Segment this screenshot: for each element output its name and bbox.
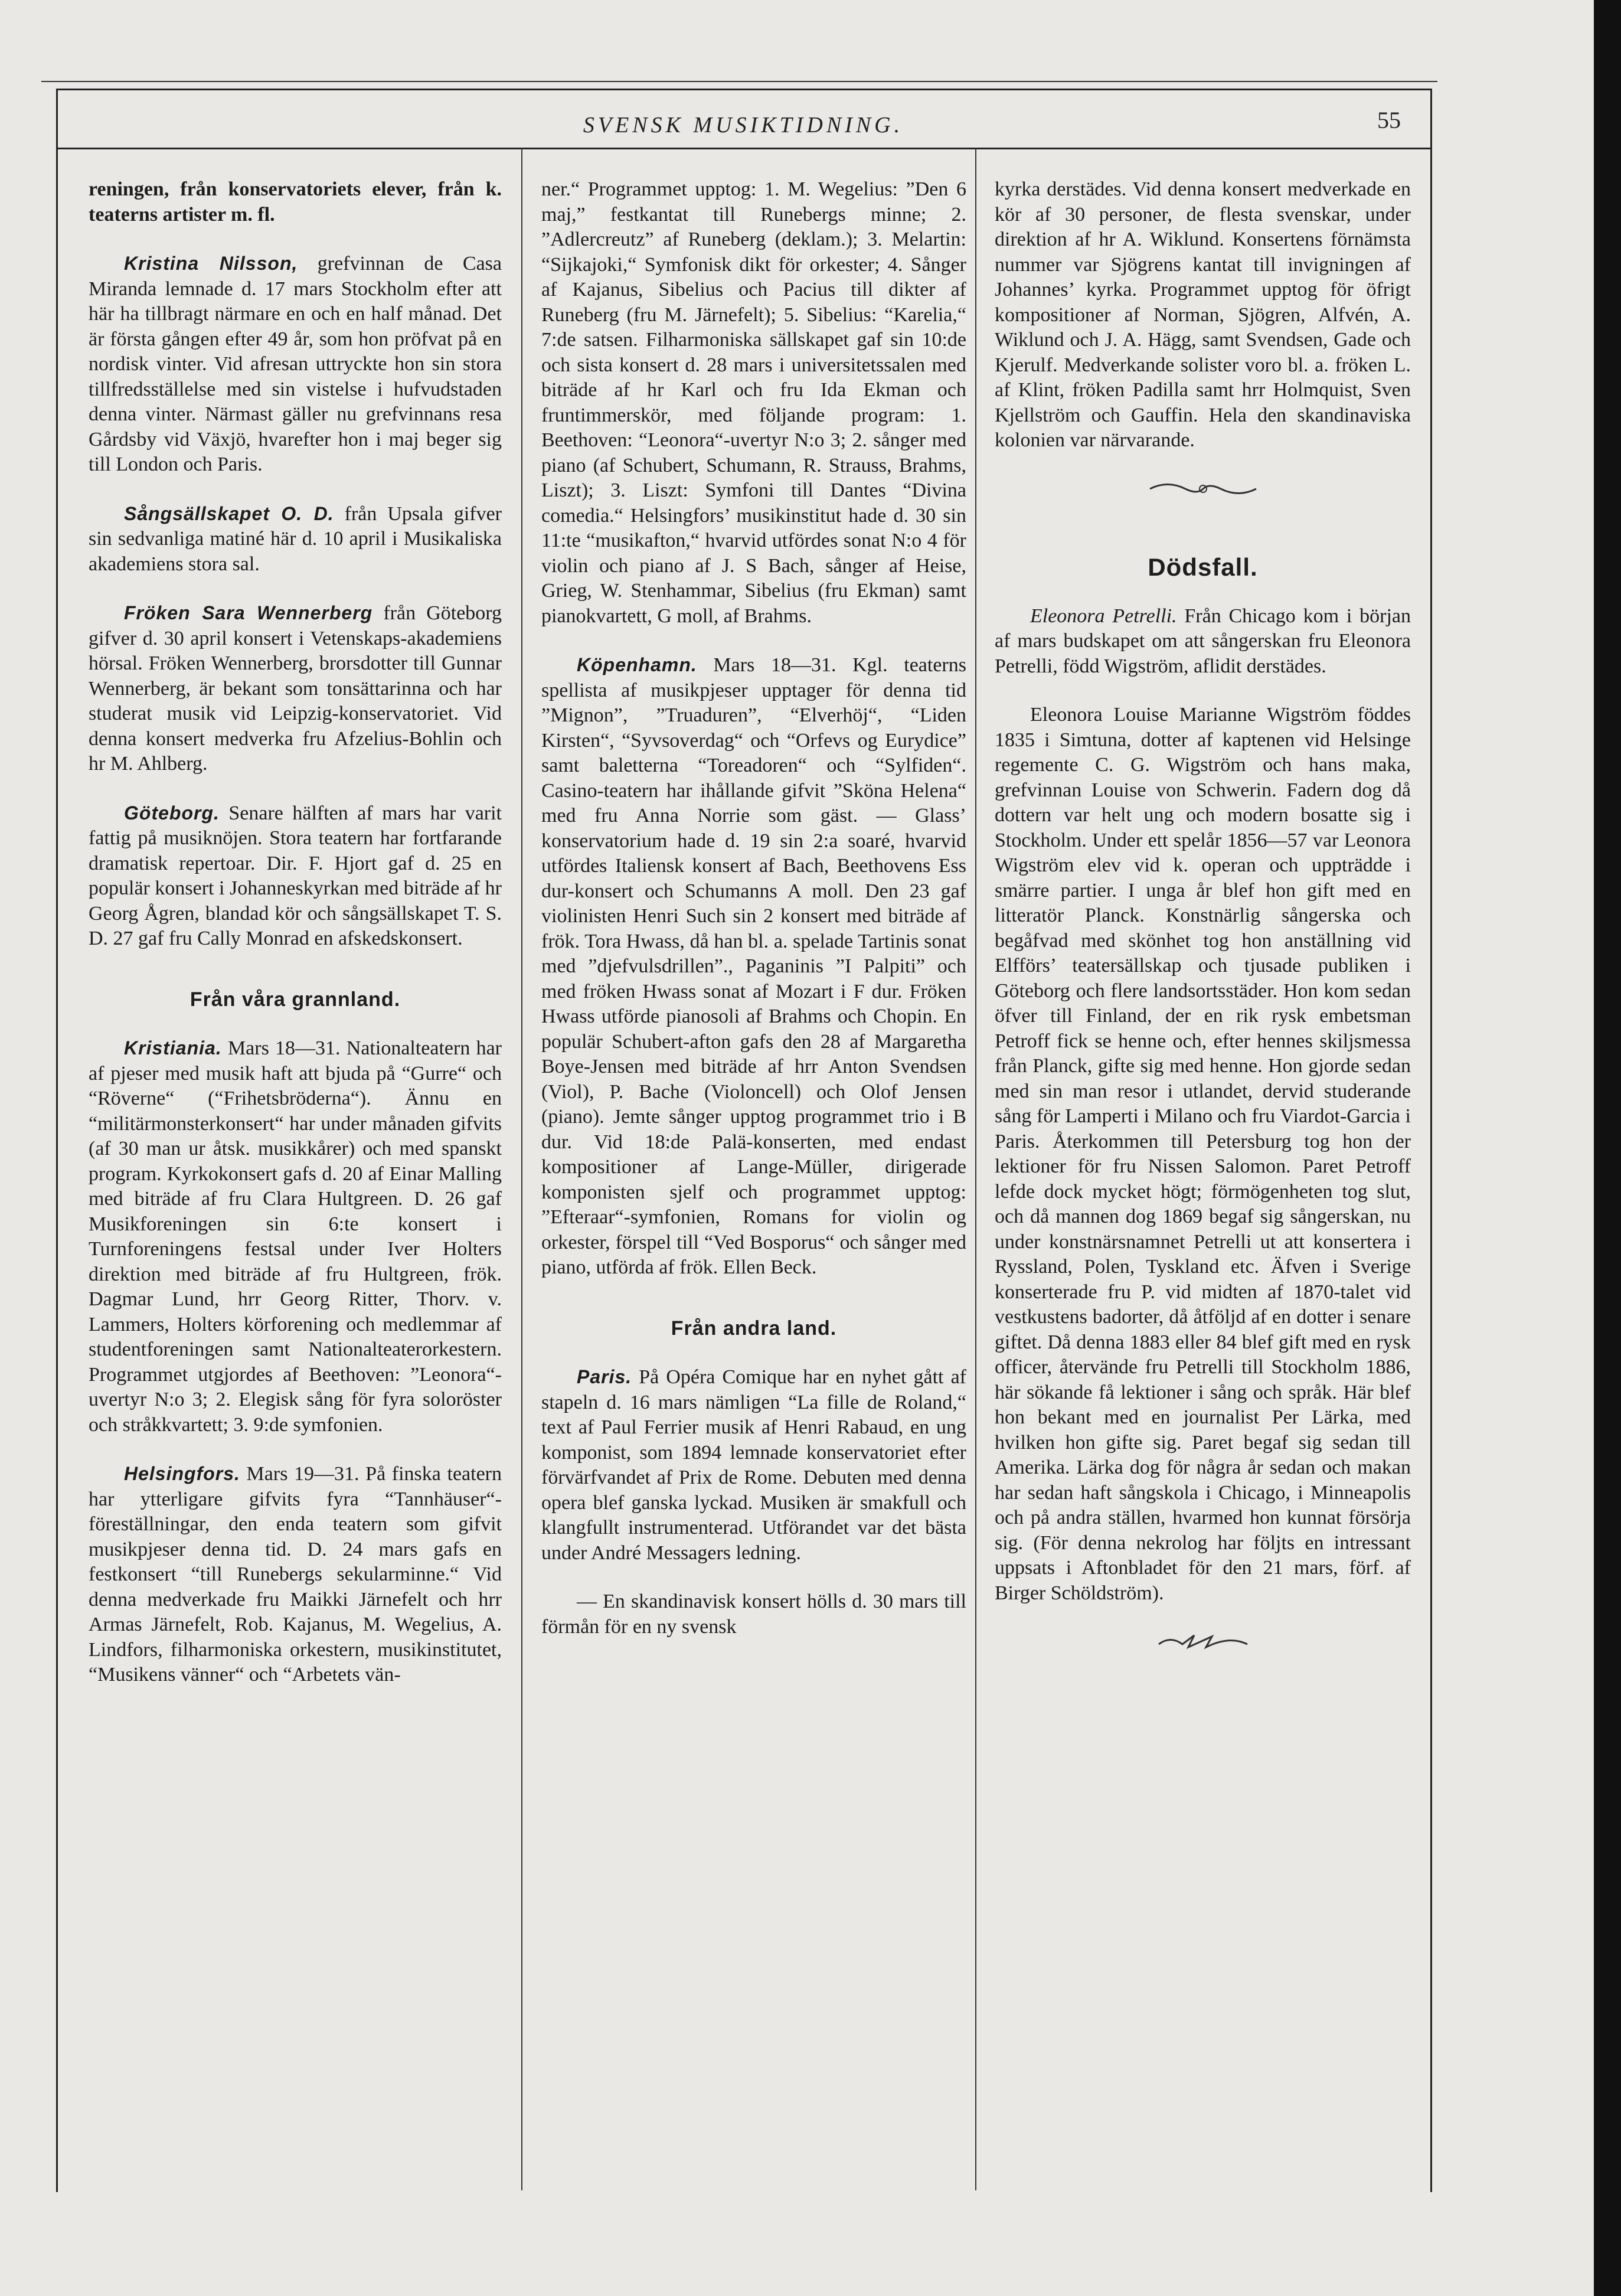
paragraph (89, 600, 502, 777)
text: — En skandinavisk konsert hölls d. 30 mars till förmån för en ny svensk (541, 1590, 966, 1638)
item-head: Kristina Nilsson, (124, 253, 298, 274)
item-head: Paris. (577, 1366, 632, 1387)
text: Från Chicago kom i början af mars budskapet om att sångerskan fru Eleonora Petrelli, född Wigström, aflidit derstädes. (995, 605, 1411, 677)
item-head: Fröken Sara Wennerberg (124, 602, 373, 623)
text: från Upsala gifver sin sedvanliga matiné här d. 10 april i Musikaliska akademiens stora sal. (89, 502, 502, 575)
frame-outer-rule (41, 81, 1437, 82)
text: På Opéra Comique har en nyhet gått af stapeln d. 16 mars nämligen “La fille de Roland,“ text af Paul Ferrier musik af Henri Rabaud, en ung komponist, som 1894 lemnade konservatoriet efter förvärfvandet af Prix de Rome. Debuten med denna opera blef ganska lyckad. Musiken är smakfull och klangfullt instrumenterad. Utförandet var det bästa under André Messagers ledning. (541, 1366, 966, 1564)
text: Mars 19—31. På finska teatern har ytterligare gifvits fyra “Tannhäuser“-föreställningar, den enda teatern som gifvit musikpjeser denna tid. D. 24 mars gafs en festkonsert “till Runebergs sekularminne.“ Vid denna medverkade fru Maikki Järnefelt och hrr Armas Järnefelt, Rob. Kajanus, M. Wegelius, A. Lindfors, filharmoniska orkestern, musikinstitutet, “Musikens vänner“ och “Arbetets vän- (89, 1463, 502, 1686)
ornament-divider-end (995, 1629, 1411, 1661)
paragraph (541, 1364, 966, 1566)
journal-title: SVENSK MUSIKTIDNING. (583, 113, 904, 138)
column-1 (89, 177, 502, 1712)
paragraph (89, 801, 502, 952)
item-head: Helsingfors. (124, 1463, 240, 1484)
section-heading: Dödsfall. (1148, 553, 1258, 581)
paragraph (995, 703, 1411, 1606)
text: Mars 18—31. Nationalteatern har af pjeser med musik haft att bjuda på “Gurre“ och “Röverne“ (“Frihetsbröderna“). Ännu en “militärmonsterkonsert“ har under månaden gifvits (af 30 man ur åtsk. musikkårer) och med spanskt program. Kyrkokonsert gafs d. 20 af Einar Malling med biträde af fru Clara Hultgreen. D. 26 gaf Musikforeningen sin 6:te konsert i Turnforeningens festsal under Iver Holters direktion med biträde af fru Hultgreen, frök. Dagmar Lund, hrr Georg Ritter, Thorv. v. Lammers, Holters körforening och medlemmar af studentforeningen samt Nationalteaterorkestern. Programmet utgjordes af Beethoven: ”Leonora“-uvertyr N:o 3; 2. Elegisk sång för fyra soloröster och stråkkvartett; 3. 9:de symfonien. (89, 1037, 502, 1436)
column-2 (541, 177, 966, 1663)
paragraph (89, 177, 502, 227)
item-head: Eleonora Petrelli. (1030, 605, 1177, 627)
section-heading: Från våra grannland. (189, 988, 401, 1011)
text: Mars 18—31. Kgl. teaterns spellista af musikpjeser upptager för denna tid ”Mignon”, ”Truaduren”, “Elverhöj“, “Liden Kirsten“, “Syvsoverdag“ och “Orfevs og Eurydice” samt baletterna “Toreadoren“ och “Sylfiden“. Casino-teatern har ihållande gifvit ”Sköna Helena“ med fru Anna Norrie som gäst. — Glass’ konservatorium hade d. 19 sin 2:a soaré, hvarvid utfördes Italiensk konsert af Bach, Beethovens Ess dur-konsert och Schumanns A moll. Den 23 gaf violinisten Henri Such sin 2 konsert med biträde af frök. Tora Hwass, då han bl. a. spelade Tartinis sonat med ”djefvulsdrillen”., Paganinis ”I Palpiti” och med fröken Hwass sonat af Mozart i F dur. Fröken Hwass utförde pianosoli af Brahms och Chopin. En populär Schubert-afton gafs den 28 af Margaretha Boye-Jensen med biträde af hrr Anton Svendsen (Viol), P. Bache (Violoncell) och Olof Jensen (piano). Jemte sånger upptog programmet trio i B dur. Vid 18:de Palä-konserten, med endast kompositioner af Lange-Müller, dirigerade komponisten sjelf och programmet upptog: ”Efteraar“-symfonien, Romans for violin og orkester, förspel till “Ved Bosporus“ och sånger med piano, utförda af frök. Ellen Beck. (541, 654, 966, 1278)
paragraph (89, 1036, 502, 1438)
paragraph (89, 251, 502, 478)
ornament-icon (1144, 477, 1262, 501)
item-head: Köpenhamn. (577, 654, 697, 675)
text: Senare hälften af mars har varit fattig på musiknöjen. Stora teatern har fortfarande dramatisk repertoar. Dir. F. Hjort gaf d. 25 en populär konsert i Johanneskyrkan med biträde af hr Georg Ågren, blandad kör och sångsällskapet T. S. D. 27 gaf fru Cally Monrad en afskedskonsert. (89, 802, 502, 949)
item-head: Göteborg. (124, 802, 220, 824)
item-head: Kristiania. (124, 1037, 222, 1059)
running-header (56, 94, 1430, 148)
paragraph (995, 604, 1411, 680)
ornament-divider (995, 477, 1411, 508)
text: ner.“ Programmet upptog: 1. M. Wegelius: ”Den 6 maj,” festkantat till Runebergs minne; 2. ”Adlercreutz” af Runeberg (deklam.); 3. Melartin: “Sijkajoki,“ Symfonisk dikt för orkester; 4. Sånger af Kajanus, Sibelius och Pacius till dikter af Runeberg (fru M. Järnefelt); 5. Sibelius: “Karelia,“ 7:de satsen. Filharmoniska sällskapet gaf sin 10:de och sista konsert d. 28 mars i universitetssalen med biträde af hr Karl och fru Ida Ekman och fruntimmerskör, med följande program: 1. Beethoven: “Leonora“-uvertyr N:o 3; 2. sånger med piano (af Schubert, Schumann, R. Strauss, Brahms, Liszt); 3. Liszt: Symfoni till Dantes “Divina comedia.“ Helsingfors’ musikinstitut hade d. 30 sin 11:te “musikafton,“ hvarvid utfördes sonat N:o 4 för violin och piano af J. S Bach, sånger af Heise, Grieg, W. Stenhammar, Sibelius (fru Ekman) samt pianokvartett, G moll, af Brahms. (541, 178, 966, 627)
text: Eleonora Louise Marianne Wigström föddes 1835 i Simtuna, dotter af kaptenen vid Helsinge regemente C. G. Wigström och hans maka, grefvinnan Louise von Schwerin. Fadern dog då dottern var helt ung och modern bosatte sig i Stockholm. Under ett spelår 1856—57 var Leonora Wigström elev vid k. operan och uppträdde i smärre partier. I unga år blef hon gift med en litteratör Planck. Konstnärlig sångerska och begåfvad med skönhet tog hon anställning vid Elfförs’ teatersällskap och tjusade publiken i Göteborg och flere landsortsstäder. Hon kom sedan öfver till Finland, der en rik rysk embetsman Petroff fick se henne och, efter hennes skiljsmessa från Planck, gifte sig med henne. Hon gjorde sedan med sin man resor i utlandet, dervid studerande sång för Lamperti i Milano och fru Viardot-Garcia i Paris. Återkommen till Petersburg tog hon der lektioner för fru Nissen Salomon. Paret Petroff lefde dock mycket högt; förmögenheten tog slut, och då mannen dog 1869 begaf sig sångerskan, nu under konstnärsnamnet Petrelli ut att konsertera i Ryssland, Polen, Tyskland etc. Äfven i Sverige konserterade fru P. vid midten af 1870-talet vid vestkustens badorter, då åtföljd af en dotter i senare giftet. Då denna 1883 eller 84 blef gift med en rysk officer, återvände fru Petrelli till Stockholm 1886, här sökande få lektioner i sång och språk. Här blef hon bekant med en journalist Per Lärka, med hvilken hon gifte sig. Paret begaf sig sedan till Amerika. Lärka dog för några år sedan och makan har sedan haft sångskola i Chicago, i Minneapolis och på andra ställen, hvarmed hon kunnat försörja sig. (För denna nekrolog har följts en intressant uppsats i Aftonbladet för den 21 mars, förf. af Birger Schöldström). (995, 704, 1411, 1604)
paragraph (89, 501, 502, 577)
paragraph (541, 1589, 966, 1639)
section-heading: Från andra land. (671, 1317, 837, 1340)
text: grefvinnan de Casa Miranda lemnade d. 17 mars Stockholm efter att här ha tillbragt närmare en och en half månad. Det är första gången efter 49 år, som hon pröfvat på en nordisk vinter. Vid afresan uttryckte hon sin stora tillfredsställelse med sin vistelse i hufvudstaden denna vinter. Närmast gäller nu grefvinnans resa Gårdsby vid Växjö, hvarefter hon i maj beger sig till London och Paris. (89, 253, 502, 475)
text: kyrka derstädes. Vid denna konsert medverkade en kör af 30 personer, de flesta svenskar, under direktion af hr A. Wiklund. Konsertens förnämsta nummer var Sjögrens kantat till invigningen af Johannes’ kyrka. Programmet upptog för öfrigt kompositioner af Norman, Sjögren, Alfvén, A. Wiklund och J. A. Hägg, samt Svendsen, Gade och Kjerulf. Medverkande solister voro bl. a. fröken L. af Klint, fröken Padilla samt hrr Holmquist, Sven Kjellström och Gauffin. Hela den skandinaviska kolonien var närvarande. (995, 178, 1411, 451)
column-3 (995, 177, 1411, 1696)
scan-edge (1594, 0, 1621, 2296)
paragraph (541, 652, 966, 1281)
item-head: Sångsällskapet O. D. (124, 502, 334, 524)
paragraph (995, 177, 1411, 453)
page-number: 55 (1377, 107, 1401, 133)
paragraph (541, 177, 966, 629)
ornament-icon (1153, 1629, 1253, 1653)
column-rule-1 (521, 148, 522, 2190)
text: reningen, från konservatoriets elever, från k. teaterns artister m. fl. (89, 178, 502, 226)
text: från Göteborg gifver d. 30 april konsert i Vetenskaps-akademiens hörsal. Fröken Wennerberg, brorsdotter till Gunnar Wennerberg, är bekant som tonsättarinna och har studerat musik vid Leipzig-konservatoriet. Vid denna konsert medverka fru Afzelius-Bohlin och hr M. Ahlberg. (89, 602, 502, 775)
paragraph (89, 1461, 502, 1688)
column-rule-2 (975, 148, 976, 2190)
header-rule (56, 148, 1430, 149)
